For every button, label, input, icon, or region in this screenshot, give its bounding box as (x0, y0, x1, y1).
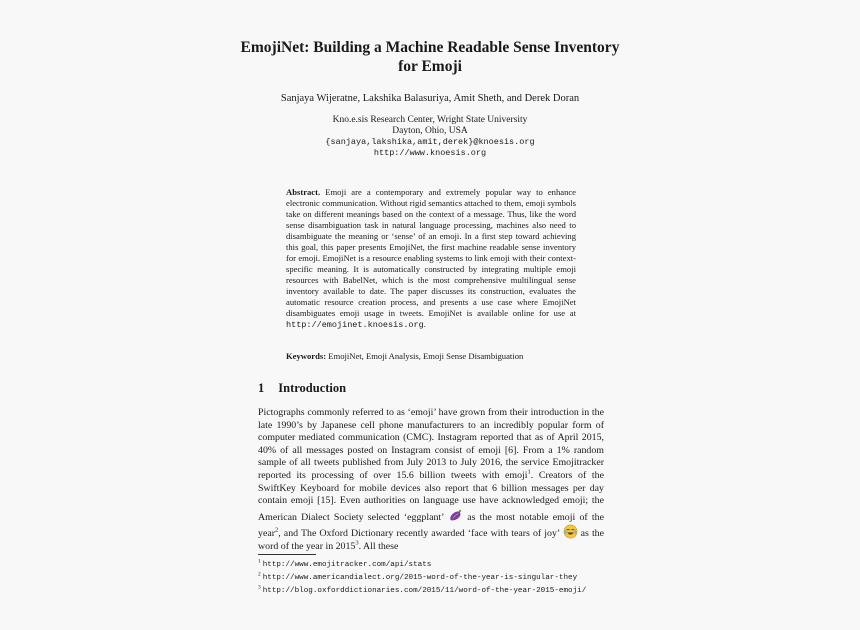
footnotes (258, 558, 618, 597)
eggplant-emoji-icon (448, 508, 463, 523)
keywords-text: EmojiNet, Emoji Analysis, Emoji Sense Disambiguation (328, 351, 524, 361)
footnote-number: 1 (258, 558, 261, 565)
footnote-ref-2[interactable]: 2 (275, 527, 279, 535)
footnote-ref-3[interactable]: 3 (355, 539, 359, 547)
abstract-url[interactable]: http://emojinet.knoesis.org (286, 320, 424, 330)
face-with-tears-of-joy-emoji-icon (563, 524, 578, 539)
footnote-3 (258, 584, 618, 597)
footnote-1 (258, 558, 618, 571)
section-heading (258, 381, 346, 396)
intro-text-3: as the most notable emoji of the year (258, 511, 604, 540)
affiliation-location: Dayton, Ohio, USA (392, 126, 468, 136)
footnote-ref-1[interactable]: 1 (527, 468, 531, 476)
footnote-2 (258, 571, 618, 584)
abstract (286, 187, 576, 331)
affiliation-org: Kno.e.sis Research Center, Wright State University (332, 115, 528, 125)
footnote-link[interactable]: http://www.americandialect.org/2015-word-of-the-year-is-singular-they (262, 574, 578, 582)
abstract-end: . (423, 319, 426, 329)
keywords (286, 351, 586, 361)
intro-paragraph (258, 407, 604, 554)
footnote-divider (258, 554, 316, 555)
keywords-label: Keywords: (286, 351, 327, 361)
intro-text-2: . Creators of the SwiftKey Keyboard for mobile devices also report that 6 billion messages per day contain emoji [15]. Even authorities on language use have acknowledged emoji; the American Dialect Society selected ‘eggplant’ (258, 469, 604, 523)
intro-text-4: , and The Oxford Dictionary recently awarded ‘face with tears of joy’ (278, 528, 560, 540)
section-number: 1 (258, 381, 265, 395)
abstract-text: Emoji are a contemporary and extremely popular way to enhance electronic communication. Without rigid semantics attached to them, emoji symbols take on different meanings based on the context of a message. Thus, like the word sense disambiguation task in natural language processing, machines also need to disambiguate the meaning or ‘sense’ of an emoji. In a first step toward achieving this goal, this paper presents EmojiNet, the first machine readable sense inventory for emoji. EmojiNet is a resource enabling systems to link emoji with their context-specific meaning. It is automatically constructed by integrating multiple emoji resources with BabelNet, which is the most comprehensive multilingual sense inventory available to date. The paper discusses its construction, evaluates the automatic resource creation process, and presents a use case where EmojiNet disambiguates emoji usage in tweets. EmojiNet is available online for use at (286, 187, 576, 318)
footnote-number: 3 (258, 584, 261, 591)
author-list: Sanjaya Wijeratne, Lakshika Balasuriya, Amit Sheth, and Derek Doran (280, 93, 580, 104)
footnote-link[interactable]: http://blog.oxforddictionaries.com/2015/11/word-of-the-year-2015-emoji/ (262, 587, 587, 595)
intro-text-5: as the word of the year in 2015 (258, 528, 605, 552)
intro-text-6: . All these (358, 540, 399, 552)
footnote-number: 2 (258, 571, 261, 578)
section-title: Introduction (278, 381, 347, 395)
paper-title: EmojiNet: Building a Machine Readable Sense Inventory for Emoji (240, 39, 620, 75)
affiliation-emails: {sanjaya,lakshika,amit,derek}@knoesis.org (325, 137, 535, 147)
intro-text-1: Pictographs commonly referred to as ‘emoji’ have grown from their introduction in the late 1990’s by Japanese cell phone manufacturers to an incredibly popular form of computer mediated communication (CMC). Instagram reported that as of April 2015, 40% of all messages posted on Instagram consist of emoji [6]. From a 1% random sample of all tweets published from July 2013 to July 2016, the service Emojitracker reported its processing of over 15.6 billion tweets with emoji (258, 407, 604, 481)
footnote-link[interactable]: http://www.emojitracker.com/api/stats (262, 561, 432, 569)
affiliation-block (230, 115, 630, 159)
affiliation-url[interactable]: http://www.knoesis.org (373, 148, 487, 158)
abstract-label: Abstract. (286, 187, 321, 197)
